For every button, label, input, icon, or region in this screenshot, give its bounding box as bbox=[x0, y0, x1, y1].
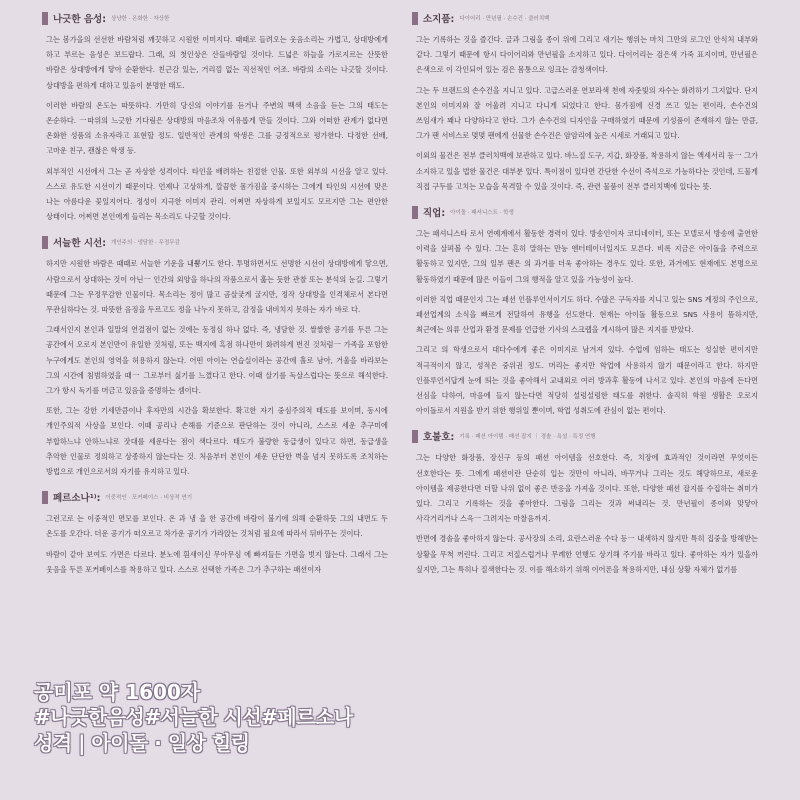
section-header bbox=[42, 10, 392, 26]
overlay-word-count: 공미포 약 1600자 bbox=[34, 680, 201, 704]
section-voice bbox=[42, 10, 392, 224]
section-header bbox=[412, 204, 762, 220]
section-bar bbox=[412, 206, 418, 219]
paragraph: 그는 다양한 화장품, 장신구 등의 패션 아이템을 선호한다. 즉, 치장에 효과적인 것이라면 무엇이든 선호한다는 뜻. 그에게 패션이란 단순히 입는 것만이 아니라, 바꾸거나 그리는 것도 해당하므로, 새로운 아이템을 제공한다면 더할 나위 없이 좋은 반응을 가져올 것이다. 또한, 다양한 패션 잡지를 수집하는 취미가 있다. 그리고 기록하는 것을 좋아한다. 그림을 그리는 것과 써내리는 것. 만년필이 종이와 맞닿아 사각거리거나 스윽一 그려지는 마찰음까지. bbox=[416, 453, 758, 524]
section-title: 서늘한 시선: bbox=[53, 238, 106, 250]
section-subtitle: 개인주의 · 냉담한 · 무정무감 bbox=[111, 240, 180, 247]
paragraph: 이러한 직업 때문인지 그는 패션 인플루언서이기도 하다. 수많은 구독자를 지니고 있는 SNS 계정의 주인으로, 패션업계의 소식을 빠르게 전달하여 유행을 선도한다. 현재는 아이돌 활동으로 SNS 사용이 뜸하지만, 최근에는 의류 산업과 환경 문제를 언급한 기사의 스크랩을 게시하여 많은 지지를 받았다. bbox=[416, 294, 758, 335]
overlay-hashtags: #나긋한음성#서늘한 시선#페르소나 bbox=[34, 705, 353, 729]
section-likes-dislikes bbox=[412, 428, 762, 577]
paragraph: 반면에 경솔을 좋아하지 않는다. 공사장의 소리, 요란스러운 수다 등一 내색하지 않지만 특히 집중을 방해받는 상황을 무척 꺼린다. 그리고 저질스럽거나 무례한 언행도 상기해 주기를 바라고 있다. 좋아하는 자가 있을까 싶지만, 그는 특히나 질색한다는 것. 이를 해소하기 위해 이어폰을 착용하지만, 내심 상황 자체가 없기를 bbox=[416, 534, 758, 574]
section-header bbox=[42, 234, 392, 250]
section-subtitle: 기록 · 패션 아이템 · 패션 잡지 ｜ 경솔 · 욕설 · 특정 연행 bbox=[459, 434, 596, 441]
paragraph: 하지만 시원한 바람은 때때로 서늘한 기운을 내뿜기도 한다. 투명하면서도 선명한 시선이 상대방에게 닿으면, 사람으로서 상대하는 것이 아닌一 인간의 외양을 하나의 작품으로서 훑는 듯한 관찰 또는 분석의 눈길. 그렇기 때문에 그는 무정무감한 인물이다. 목소리는 정이 많고 곰살궂게 굴지만, 정작 상대방을 인격체로서 본다면 무관심하다는 것. 따뜻한 음징을 두르고도 정을 나누지 못하고, 감정을 내비치지 못하는 자가 바로 다. bbox=[46, 259, 388, 315]
section-title: 호불호: bbox=[423, 432, 455, 444]
paragraph: 그는 두 브랜드의 손수건을 지니고 있다. 고급스러운 연보라색 천에 자줏빛의 자수는 화려하기 그지없다. 단지 본인의 이미지와 잘 어울려 지니고 다니게 되었다고 한다. 몸가짐에 신경 쓰고 있는 편이라, 손수건의 쓰임새가 꽤나 다양하다고 한다. 그가 손수건의 디자인을 구매하였기 때문에 기성품이 존재하지 않는 만큼, 그가 팬 서비스로 몇몇 팬에게 선물한 손수건은 암암리에 높은 시세로 거래되고 있다. bbox=[416, 85, 758, 141]
overlay-caption bbox=[34, 680, 454, 756]
paragraph: 또한, 그는 강한 기세만큼이나 후자만의 시간을 확보한다. 확고한 자기 중심주의적 태도를 보이며, 동시에 개인주의적 사상을 보인다. 이때 공리나 손해를 기준으로 판단하는 것이 아니라, 스스로 세운 추구미에 부합하느냐 안하느냐로 잣대를 세운다는 점이 색다르다. 태도가 불량한 동급생이 있다고 하면, 동급생을 추악한 인물로 정의하고 상종하지 않는다는 것. 처음부터 본인이 세운 단단한 벽을 넘지 못하도록 조치하는 방법으로 개인으로서의 자기를 유지하고 있다. bbox=[46, 406, 388, 477]
paragraph: 바람이 같아 보여도 가면은 다르다. 분노에 흰새이신 무아무심 에 빠져들든 가면을 벗지 않는다. 그래서 그는 웃음을 두른 포커페이스를 착용하고 있다. 스스로 선택한 가족은 그가 추구하는 패션이자 bbox=[46, 549, 388, 574]
section-subtitle: 아이돌 · 패셔니스트 · 학생 bbox=[450, 210, 514, 217]
section-subtitle: 이중적인 · 포커페이스 · 비상적 연기 bbox=[105, 495, 193, 502]
paragraph: 이외의 물건은 전부 클러치백에 보관하고 있다. 바느질 도구, 지갑, 화장품, 착용하지 않는 액세서리 등一 그가 소지하고 있을 법한 물건은 대부분 있다. 특이점이 있다면 간단한 수선이 즉석으로 가능하다는 것인데, 드물게 직접 구두를 고치는 모습을 목격할 수 있을 것이다. 즉, 관련 물품이 전부 클러치백에 있다는 뜻. bbox=[416, 151, 758, 191]
left-column bbox=[42, 0, 392, 582]
section-persona bbox=[42, 489, 392, 577]
section-header bbox=[42, 489, 392, 505]
paragraph: 이러한 바람의 온도는 따뜻하다. 가만히 당신의 이야기를 듣거나 주변의 백색 소음을 듣는 그의 태도는 온순하다. 一따위의 느긋한 기다림은 상대방의 마음조차 여유롭게 만들 것이다. 그와 어떠한 관계가 없다면 온화한 성품의 소유자라고 표현할 정도. 일반적인 관계의 학생은 그를 긍정적으로 평가한다. 다정한 선배, 고마운 친구, 괜찮은 학생 등. bbox=[46, 100, 388, 156]
paragraph: 그는 기록하는 것을 즐긴다. 글과 그림을 종이 위에 그리고 새기는 행위는 마치 그만의 로그인 안식처 내부와 같다. 그렇기 때문에 항시 다이어리와 만년필을 소지하고 있다. 다이어리는 검은색 가죽 표지이며, 만년필은 은색으로 이 각인되어 있는 검은 몸통으로 잉크는 감청색이다. bbox=[416, 35, 758, 75]
section-gaze bbox=[42, 234, 392, 479]
paragraph: 그런고로 는 이중적인 면모를 보인다. 온 과 냉 을 한 공간에 바람이 불기에 의해 순환하듯 그의 내면도 두 온도를 오간다. 더운 공기가 떠오르고 차가운 공기가 가라앉는 것처럼 필요에 따라서 뒤바꾸는 것이다. bbox=[46, 514, 388, 539]
section-occupation bbox=[412, 204, 762, 418]
section-bar bbox=[412, 430, 418, 443]
section-subtitle: 상냥한 · 온화한 · 자상한 bbox=[111, 16, 170, 22]
section-bar bbox=[42, 491, 48, 504]
paragraph: 외부적인 시선에서 그는 곧 자상한 성격이다. 타인을 배려하는 친절한 인물. 또한 외부의 시선을 알고 있다. 스스로 유도한 시선이기 때문이다. 언제나 고상하게, 깔끔한 몸가짐을 중시하는 그에게 타인의 시선에 맞은 나는 아름다운 꽃일지어다. 정성이 지극한 이미지 관리. 어쩌면 자상하게 보일지도 모르지만 그는 편안한 상태이다. 어쩌면 본인에게 들리는 목소리도 나긋할 것이다. bbox=[46, 166, 388, 222]
paragraph: 그리고 의 학생으로서 대다수에게 좋은 이미지로 남겨져 있다. 수업에 임하는 태도는 성실한 편이지만 적극적이지 않고, 성적은 중위권 정도. 머리는 좋지만 학업에 사용하지 않기 때문이라고 한다. 하지만 인플루언서답게 눈에 띄는 것을 좋아해서 교내외로 여러 방과후 활동에 나서고 있다. 본인의 마음에 든다면 선심을 다하여, 마음에 들지 않는다면 적당히 설렁설렁한 태도를 취한다. 솔직히 학원 생활은 오로지 아이돌로서 지원을 받기 위한 행위일 뿐이며, 학업 성취도에 관심이 없는 편이다. bbox=[416, 345, 758, 416]
paragraph: 그는 패셔니스타 로서 연예계에서 활동한 경력이 있다. 방송인이자 코디네이터, 또는 모델로서 방송에 출연한 이력을 살펴볼 수 있다. 그는 흔히 말하는 만능 엔터테이너일지도 모른다. 비록 지금은 아이돌을 주력으로 활동하고 있지만, 그의 일부 팬은 의 과거를 더욱 좋아하는 경우도 있다. 또한, 과거에도 현재에도 본명으로 활동하였기 때문에 많은 이들이 그의 행적을 알고 있을 가능성이 높다. bbox=[416, 229, 758, 284]
section-title: 나긋한 음성: bbox=[53, 14, 106, 25]
section-belongings bbox=[412, 10, 762, 194]
section-header bbox=[412, 428, 762, 444]
section-title: 직업: bbox=[423, 208, 446, 220]
section-header bbox=[412, 10, 762, 26]
paragraph: 그래서인지 본인과 일말의 연결점이 없는 것에는 동정심 하나 없다. 즉, 냉담한 것. 쌀쌀한 공기를 두른 그는 공간에서 오로지 본인만이 유일한 것처럼, 또는 백지에 흑점 하나만이 화려하게 번진 것처럼一 가족을 포함한 누구에게도 본인의 영역을 허용하지 않는다. 어떤 아이는 연습실이라는 공간에 홀로 남아, 거울을 바라보는 그의 시간에 침범하였을 때一 그로부터 싫기를 느꼈다고 한다. 이때 살기를 독살스럽다는 뜻으로 해석한다. 그가 항시 독기를 머금고 있음을 증명하는 셈이다. bbox=[46, 325, 388, 396]
section-bar bbox=[42, 236, 48, 249]
section-bar bbox=[412, 12, 418, 25]
overlay-tags: 성격 | 아이돌 · 일상 힐링 bbox=[34, 731, 250, 755]
right-column bbox=[412, 0, 762, 582]
paragraph: 그는 봄가을의 선선한 바람처럼 깨끗하고 시원한 이미지다. 때때로 들려오는 웃음소리는 가볍고, 상대방에게 하고 부르는 음성은 보드랍다. 그래, 의 첫인상은 산들바람일 것이다. 드넓은 하늘을 가로지르는 산뜻한 바람은 상대방에게 닿아 순환한다. 친근감 있는, 거리낌 없는 직선적인 어조. 바람의 소리는 나긋할 것이다. 상대방을 편하게 대하고 있음이 분명한 태도. bbox=[46, 35, 388, 90]
section-subtitle: 다이어리 · 만년필 · 손수건 · 클러치백 bbox=[459, 16, 550, 22]
section-title: 페르소나¹⁾: bbox=[53, 493, 101, 505]
section-bar bbox=[42, 12, 48, 25]
section-title: 소지품: bbox=[423, 14, 455, 25]
